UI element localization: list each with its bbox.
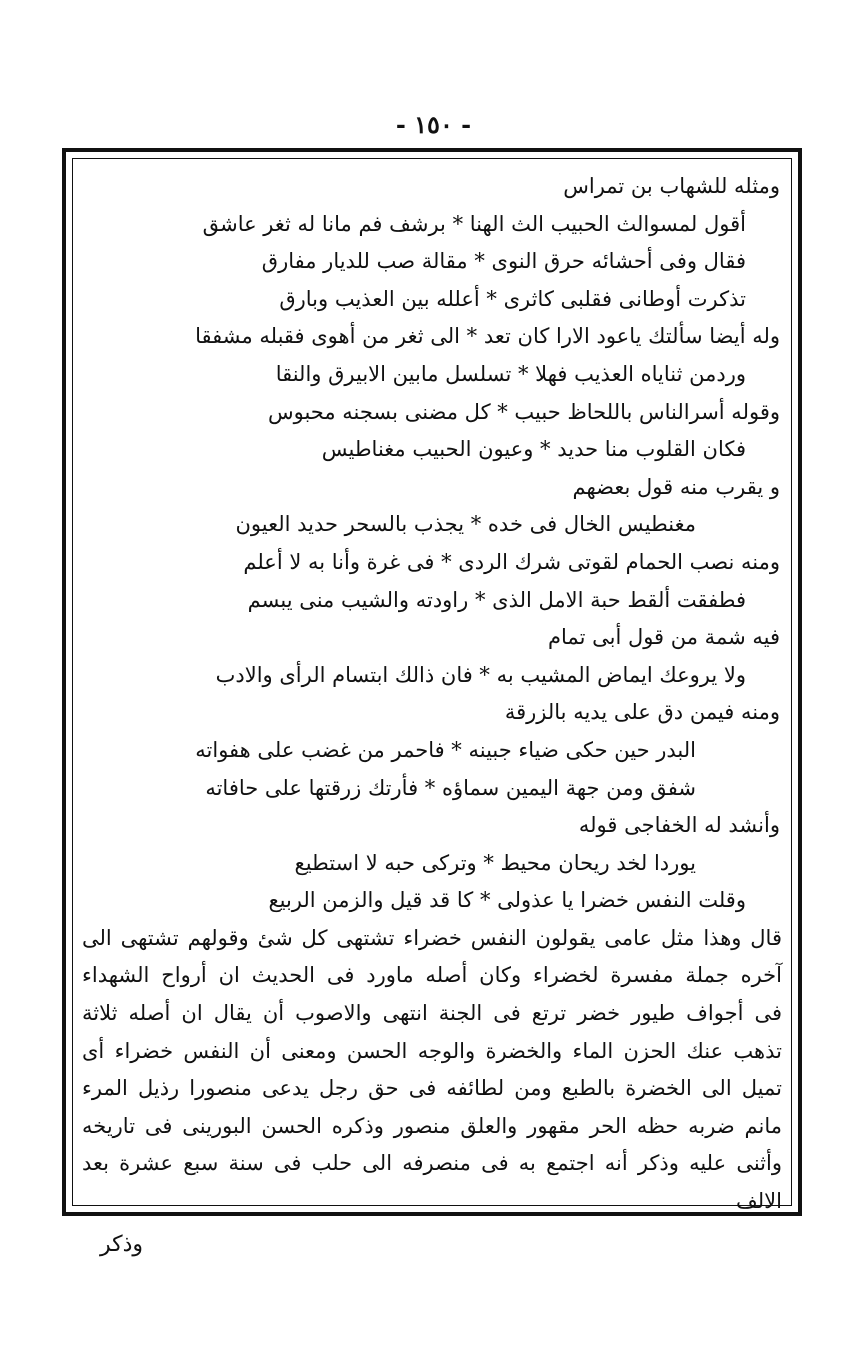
text-line-prose: تذهب عنك الحزن الماء والخضرة والوجه الحسن ومعنى أن النفس خضراء أى — [82, 1038, 782, 1063]
text-line-prose: قال وهذا مثل عامى يقولون النفس خضراء تشتهى كل شئ وقولهم تشتهى الى — [82, 925, 782, 950]
text-line-verse: تذكرت أوطانى فقلبى كاثرى * أعلله بين العذيب وبارق — [279, 286, 746, 311]
text-line-heading: فيه شمة من قول أبى تمام — [548, 625, 780, 650]
text-line-verse: ولا يروعك ايماض المشيب به * فان ذالك ابتسام الرأى والادب — [215, 662, 746, 687]
text-line-verse-deep: مغنطيس الخال فى خده * يجذب بالسحر حديد العيون — [235, 512, 696, 537]
text-line-verse-deep: يوردا لخد ريحان محيط * وتركى حبه لا استطيع — [294, 850, 696, 875]
text-block — [78, 168, 786, 1214]
page-number: - ١٥٠ - — [395, 110, 472, 139]
text-line-verse-deep: البدر حين حكى ضياء جبينه * فاحمر من غضب على هفواته — [195, 737, 696, 762]
text-line-heading: و يقرب منه قول بعضهم — [572, 474, 780, 499]
text-line-prose: تميل الى الخضرة بالطبع ومن لطائفه فى حق رجل يدعى منصورا رذيل المرء — [82, 1076, 782, 1101]
text-line-heading: وله أيضا سألتك ياعود الارا كان تعد * الى ثغر من أهوى فقبله مشفقا — [195, 324, 780, 349]
text-line-verse: فطفقت ألقط حبة الامل الذى * راودته والشيب منى يبسم — [247, 587, 746, 612]
text-line-heading: ومنه فيمن دق على يديه بالزرقة — [504, 700, 780, 725]
text-line-heading: ومثله للشهاب بن تمراس — [563, 174, 780, 198]
text-line-verse: فكان القلوب منا حديد * وعيون الحبيب مغناطيس — [321, 437, 746, 462]
catchword: وذكر — [100, 1232, 144, 1257]
text-line-verse: وردمن ثناياه العذيب فهلا * تسلسل مابين الابيرق والنقا — [275, 361, 746, 386]
text-line-heading: وأنشد له الخفاجى قوله — [578, 813, 780, 838]
text-line-prose: مانم ضربه حظه الحر مقهور والعلق منصور وذكره الحسن البورينى فى تاريخه — [82, 1113, 782, 1138]
text-line-heading: ومنه نصب الحمام لقوتى شرك الردى * فى غرة وأنا به لا أعلم — [243, 549, 780, 574]
text-line-verse-deep: شفق ومن جهة اليمين سماؤه * فأرتك زرقتها على حافاته — [205, 775, 696, 800]
text-line-heading: وقوله أسرالناس باللحاظ حبيب * كل مضنى بسجنه محبوس — [267, 399, 780, 424]
text-line-prose: آخره جملة مفسرة لخضراء وكان أصله ماورد فى الحديث ان أرواح الشهداء — [82, 963, 782, 988]
text-line-prose: فى أجواف طيور خضر ترتع فى الجنة انتهى والاصوب أن يقال ان أصله ثلاثة — [82, 1001, 782, 1026]
text-line-prose: وأثنى عليه وذكر أنه اجتمع به فى منصرفه الى حلب فى سنة سبع عشرة بعد الالف — [82, 1151, 782, 1214]
text-line-verse: فقال وفى أحشائه حرق النوى * مقالة صب للديار مفارق — [261, 249, 746, 274]
text-line-verse: أقول لمسوالث الحبيب الث الهنا * برشف فم مانا له ثغر عاشق — [202, 211, 746, 236]
text-line-verse: وقلت النفس خضرا يا عذولى * كا قد قيل والزمن الربيع — [268, 888, 746, 913]
